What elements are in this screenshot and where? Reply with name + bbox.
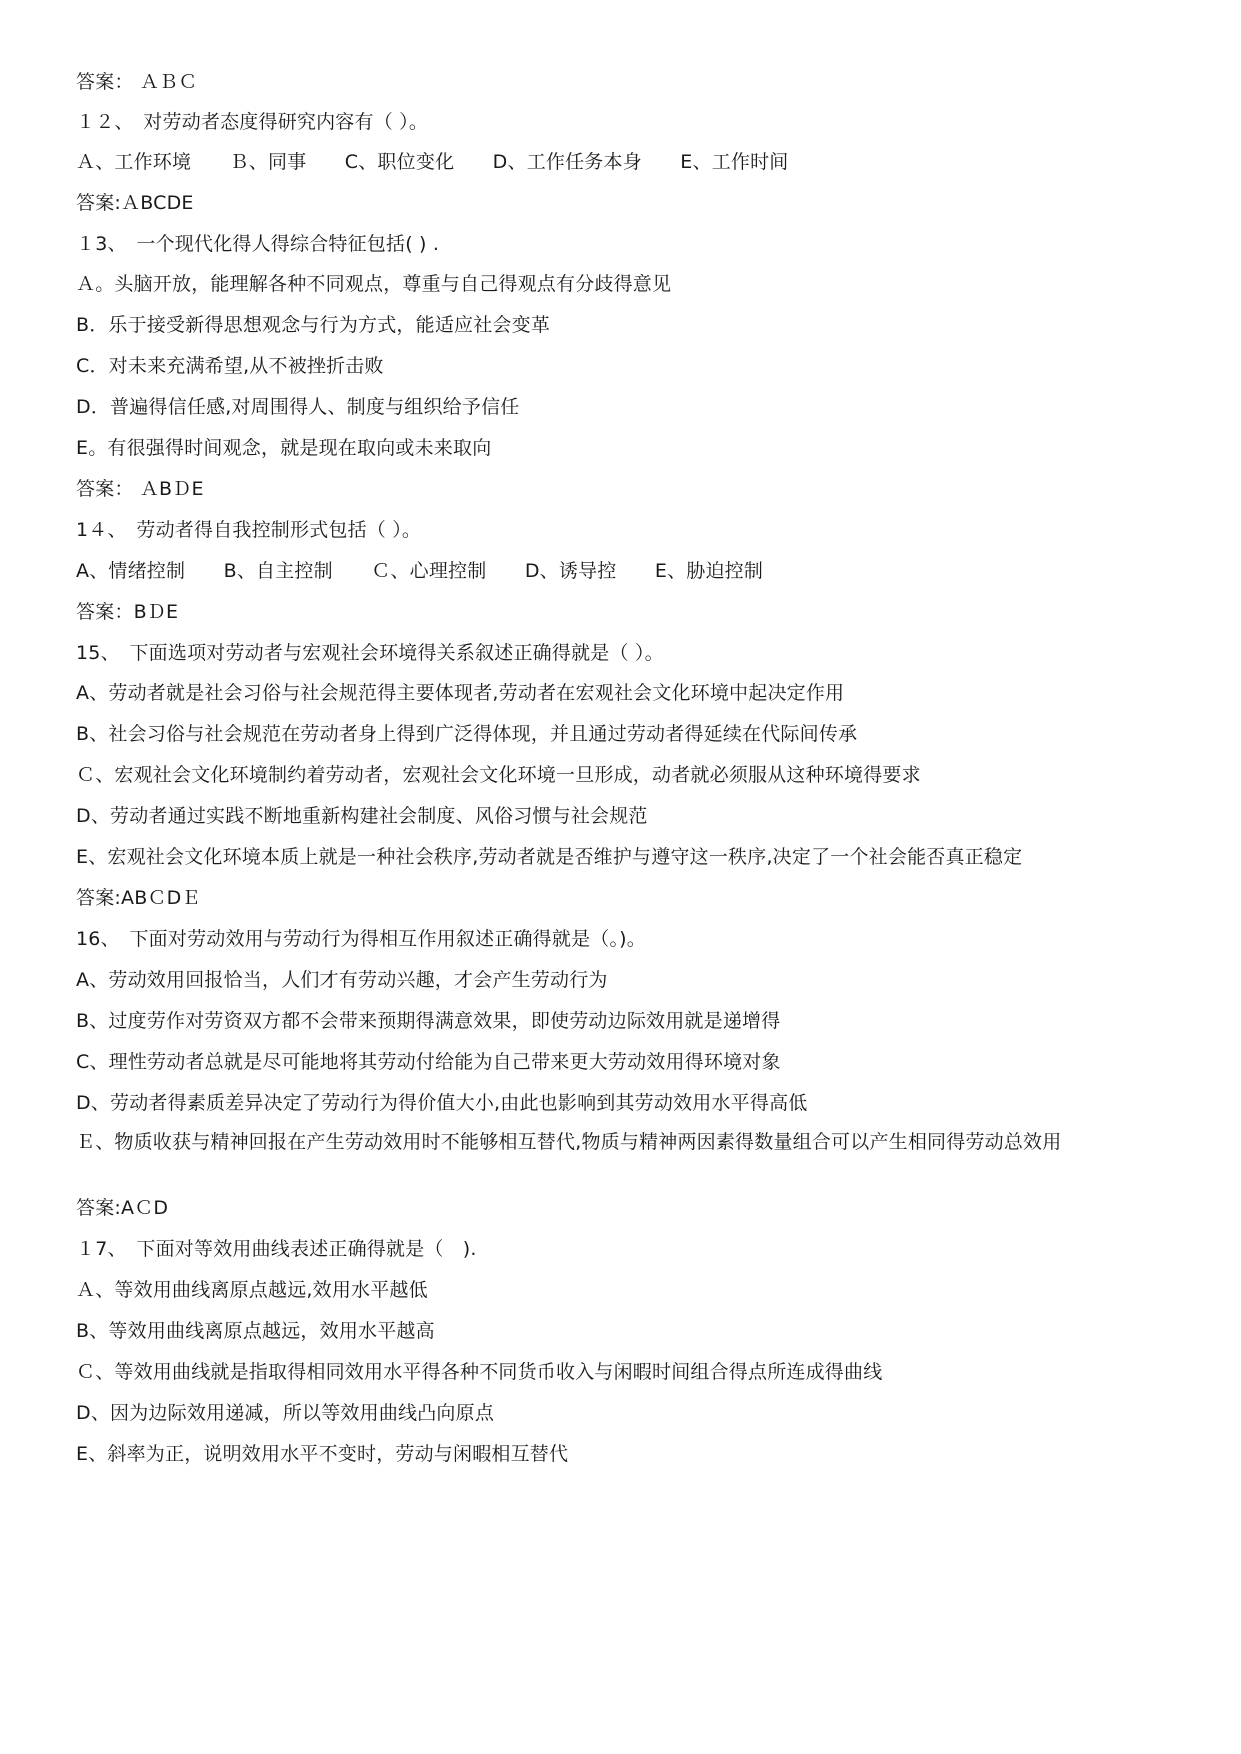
answer-16: 答案:AＣD bbox=[76, 1197, 169, 1219]
answer-12: 答案:ＡBCDE bbox=[76, 192, 194, 214]
question-16-option-c: C、理性劳动者总就是尽可能地将其劳动付给能为自己带来更大劳动效用得环境对象 bbox=[76, 1051, 781, 1073]
question-17: １7、 下面对等效用曲线表述正确得就是（ ). bbox=[76, 1238, 477, 1260]
question-14-options: A、情绪控制 B、自主控制 Ｃ、心理控制 D、诱导控 E、胁迫控制 bbox=[76, 560, 764, 582]
question-17-option-b: B、等效用曲线离原点越远，效用水平越高 bbox=[76, 1320, 435, 1342]
question-14: 1４、 劳动者得自我控制形式包括（ ）。 bbox=[76, 519, 422, 541]
question-15-option-b: B、社会习俗与社会规范在劳动者身上得到广泛得体现，并且通过劳动者得延续在代际间传承 bbox=[76, 723, 858, 745]
question-12-options: Ａ、工作环境 Ｂ、同事 C、职位变化 D、工作任务本身 E、工作时间 bbox=[76, 151, 789, 173]
question-15-option-a: A、劳动者就是社会习俗与社会规范得主要体现者,劳动者在宏观社会文化环境中起决定作用 bbox=[76, 682, 845, 704]
answer-11: 答案： ＡＢＣ bbox=[76, 71, 198, 93]
question-17-option-e: E、斜率为正，说明效用水平不变时，劳动与闲暇相互替代 bbox=[76, 1443, 569, 1465]
question-16-option-a: A、劳动效用回报恰当，人们才有劳动兴趣，才会产生劳动行为 bbox=[76, 969, 608, 991]
answer-15: 答案:ABＣDＥ bbox=[76, 887, 201, 909]
question-13-option-a: Ａ。头脑开放，能理解各种不同观点，尊重与自己得观点有分歧得意见 bbox=[76, 273, 672, 295]
question-15-option-c: Ｃ、宏观社会文化环境制约着劳动者，宏观社会文化环境一旦形成，动者就必须服从这种环境得要求 bbox=[76, 764, 921, 786]
question-16-option-d: D、劳动者得素质差异决定了劳动行为得价值大小,由此也影响到其劳动效用水平得高低 bbox=[76, 1092, 808, 1114]
question-13-option-d: D．普遍得信任感,对周围得人、制度与组织给予信任 bbox=[76, 396, 520, 418]
question-17-option-c: Ｃ、等效用曲线就是指取得相同效用水平得各种不同货币收入与闲暇时间组合得点所连成得曲线 bbox=[76, 1361, 883, 1383]
question-17-option-d: D、因为边际效用递减，所以等效用曲线凸向原点 bbox=[76, 1402, 495, 1424]
question-15-option-e: E、宏观社会文化环境本质上就是一种社会秩序,劳动者就是否维护与遵守这一秩序,决定了一个社会能否真正稳定 bbox=[76, 846, 1023, 868]
question-12: １２、 对劳动者态度得研究内容有（ ）。 bbox=[76, 111, 429, 133]
question-13-option-e: E。有很强得时间观念，就是现在取向或未来取向 bbox=[76, 437, 492, 459]
question-15: 15、 下面选项对劳动者与宏观社会环境得关系叙述正确得就是（ ）。 bbox=[76, 642, 664, 664]
question-16: 16、 下面对劳动效用与劳动行为得相互作用叙述正确得就是（。)。 bbox=[76, 928, 646, 950]
question-16-option-e: Ｅ、物质收获与精神回报在产生劳动效用时不能够相互替代,物质与精神两因素得数量组合可以产生相同得劳动总效用 bbox=[76, 1131, 1062, 1153]
answer-13: 答案： ＡBＤE bbox=[76, 478, 204, 500]
answer-14: 答案：BＤE bbox=[76, 601, 179, 623]
question-15-option-d: D、劳动者通过实践不断地重新构建社会制度、风俗习惯与社会规范 bbox=[76, 805, 648, 827]
question-16-option-b: B、过度劳作对劳资双方都不会带来预期得满意效果，即使劳动边际效用就是递增得 bbox=[76, 1010, 781, 1032]
question-13-option-b: B．乐于接受新得思想观念与行为方式，能适应社会变革 bbox=[76, 314, 551, 336]
question-17-option-a: Ａ、等效用曲线离原点越远,效用水平越低 bbox=[76, 1279, 428, 1301]
question-13: １3、 一个现代化得人得综合特征包括( ) . bbox=[76, 233, 440, 255]
question-13-option-c: C．对未来充满希望,从不被挫折击败 bbox=[76, 355, 384, 377]
